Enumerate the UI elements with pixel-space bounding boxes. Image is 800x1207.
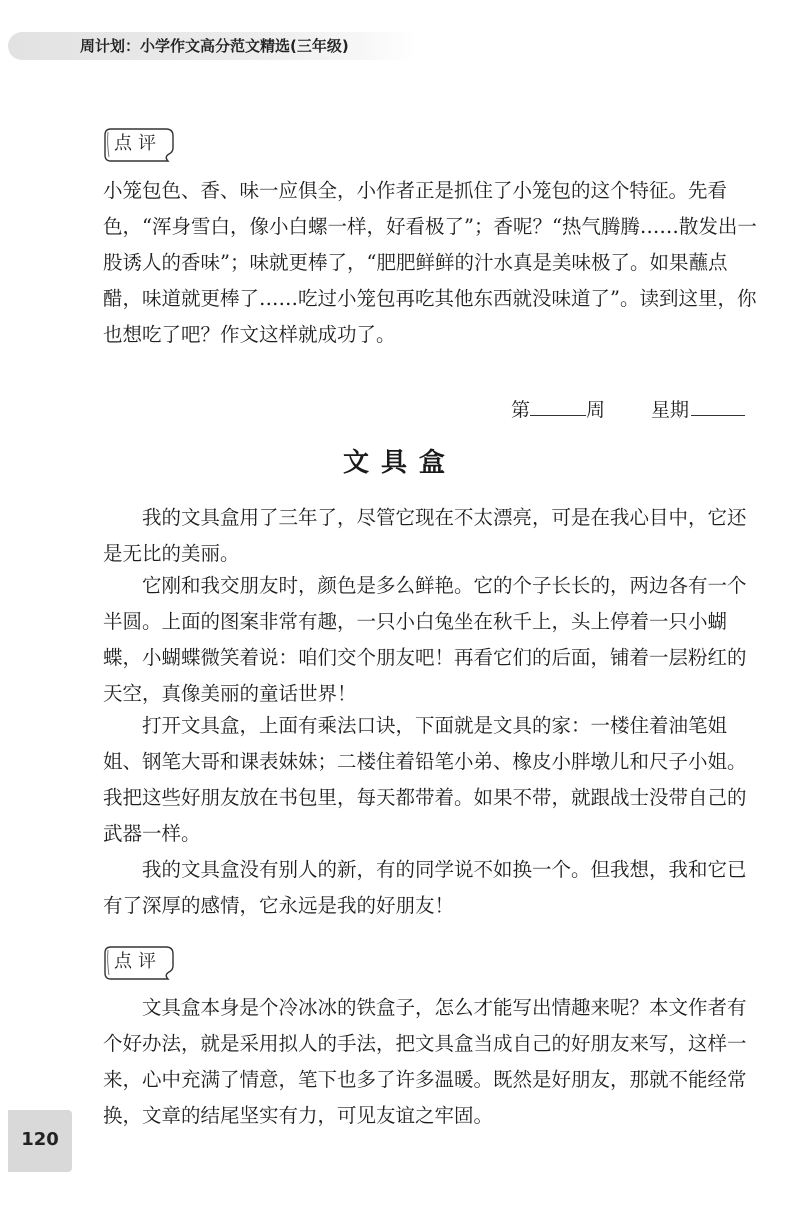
essay-paragraph: 它刚和我交朋友时，颜色是多么鲜艳。它的个子长长的，两边各有一个半圆。上面的图案非常有趣，一只小白兔坐在秋千上，头上停着一只小蝴蝶，小蝴蝶微笑着说：咱们交个朋友吧！再看它们的后面，铺着一层粉红的天空，真像美丽的童话世界！ [103,574,747,705]
review-tag-label: 点评 [114,133,162,154]
review-text-1: 小笼包色、香、味一应俱全，小作者正是抓住了小笼包的这个特征。先看色，“浑身雪白，像小白螺一样，好看极了”；香呢？“热气腾腾……散发出一股诱人的香味”；味就更棒了，“肥肥鲜鲜的汁水真是美味极了。如果蘸点醋，味道就更棒了……吃过小笼包再吃其他东西就没味道了”。读到这里，你也想吃了吧？作文这样就成功了。 [103,179,757,346]
page-number: 120 [21,1129,59,1150]
review-tag-label: 点评 [114,951,162,972]
review-tag [102,126,174,164]
week-prefix: 第 [510,399,530,421]
weekday-label: 星期 [650,399,689,421]
review-text-2: 文具盒本身是个冷冰冰的铁盒子，怎么才能写出情趣来呢？本文作者有个好办法，就是采用拟人的手法，把文具盒当成自己的好朋友来写，这样一来，心中充满了情意，笔下也多了许多温暖。既然是好朋友，那就不能经常换，文章的结尾坚实有力，可见友谊之牢固。 [103,996,747,1127]
essay-title: 文具盒 [342,448,457,478]
week-blank [530,397,586,416]
week-line [511,397,745,423]
essay-paragraph: 打开文具盒，上面有乘法口诀，下面就是文具的家：一楼住着油笔姐姐、钢笔大哥和课表妹妹；二楼住着铅笔小弟、橡皮小胖墩儿和尺子小姐。我把这些好朋友放在书包里，每天都带着。如果不带，就跟战士没带自己的武器一样。 [103,714,747,845]
review-tag [102,944,174,982]
essay-paragraph: 我的文具盒用了三年了，尽管它现在不太漂亮，可是在我心目中，它还是无比的美丽。 [103,506,747,565]
running-header: 周计划：小学作文高分范文精选(三年级) [80,37,349,55]
essay-paragraph: 我的文具盒没有别人的新，有的同学说不如换一个。但我想，我和它已有了深厚的感情，它永远是我的好朋友！ [103,858,747,917]
weekday-blank [691,397,745,416]
week-label: 周 [585,399,605,421]
